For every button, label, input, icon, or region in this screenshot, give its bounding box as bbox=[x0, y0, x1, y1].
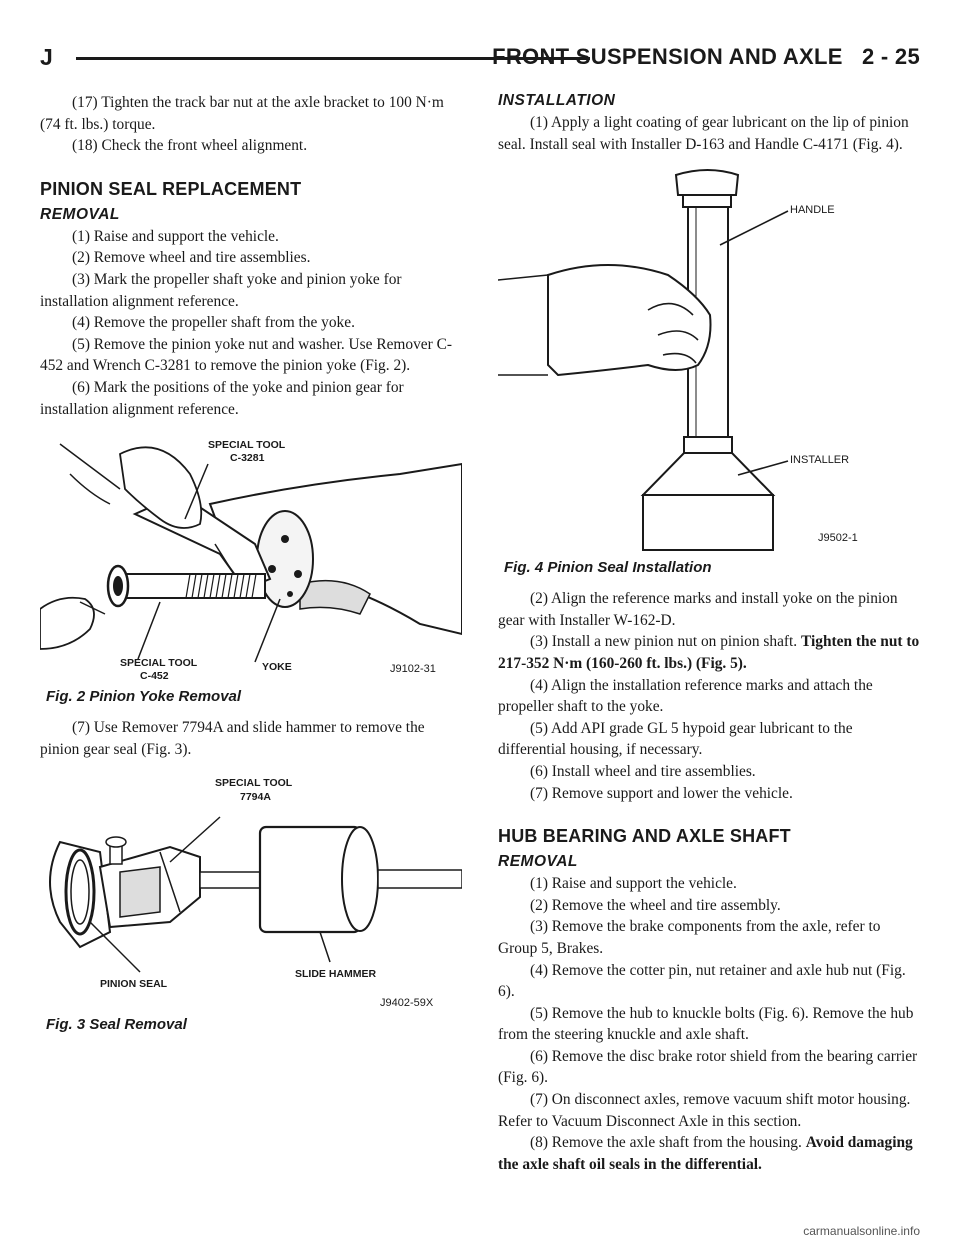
install-step: (5) Add API grade GL 5 hypoid gear lubricant to the differential housing, if necessary. bbox=[498, 719, 853, 759]
hub-step: (6) Remove the disc brake rotor shield from the bearing carrier (Fig. 6). bbox=[498, 1047, 918, 1087]
watermark: carmanualsonline.info bbox=[803, 1224, 920, 1238]
section-heading-pinion: PINION SEAL REPLACEMENT bbox=[40, 178, 302, 199]
torque-warning: Tighten the nut to 217-352 N·m (160-260 ft. lbs.) (Fig. 5). bbox=[498, 633, 920, 672]
header-title: FRONT SUSPENSION AND AXLE 2 - 25 bbox=[492, 44, 920, 69]
pinion-seal-installation-illustration bbox=[498, 165, 920, 555]
hub-step: (3) Remove the brake components from the axle, refer to Group 5, Brakes. bbox=[498, 918, 881, 957]
hub-step: (7) On disconnect axles, remove vacuum shift motor housing. Refer to Vacuum Disconnect Axle in this section. bbox=[498, 1091, 911, 1130]
intro-step-17: (17) Tighten the track bar nut at the axle bracket to 100 N·m (74 ft. lbs.) torque. bbox=[40, 94, 444, 133]
removal-step: (4) Remove the propeller shaft from the yoke. bbox=[72, 314, 355, 332]
install-step-3: (3) Install a new pinion nut on pinion shaft. Tighten the nut to 217-352 N·m (160-260 ft. lbs.) (Fig. 5). bbox=[498, 633, 920, 672]
figure-2 bbox=[40, 434, 462, 705]
removal-step-7: (7) Use Remover 7794A and slide hammer to remove the pinion gear seal (Fig. 3). bbox=[40, 719, 425, 758]
page-number: 2 - 25 bbox=[861, 44, 920, 69]
header-letter: J bbox=[40, 44, 53, 70]
hub-removal-heading: REMOVAL bbox=[498, 853, 578, 871]
hub-step: (1) Raise and support the vehicle. bbox=[530, 875, 737, 893]
install-step-1: (1) Apply a light coating of gear lubricant on the lip of pinion seal. Install seal with Installer D-163 and Handle C-4171 (Fig. 4). bbox=[498, 114, 909, 153]
fig2-code: J9102-31 bbox=[390, 663, 436, 676]
install-step: (7) Remove support and lower the vehicle. bbox=[530, 784, 793, 802]
fig3-label-hammer: SLIDE HAMMER bbox=[295, 968, 377, 981]
install-step: (4) Align the installation reference marks and attach the propeller shaft to the yoke. bbox=[498, 676, 873, 716]
hub-step-8: (8) Remove the axle shaft from the housing. Avoid damaging the axle shaft oil seals in the differential. bbox=[498, 1134, 913, 1173]
fig3-label-seal: PINION SEAL bbox=[100, 978, 168, 991]
figure-3 bbox=[40, 772, 462, 1033]
hub-step: (5) Remove the hub to knuckle bolts (Fig. 6). Remove the hub from the steering knuckle and axle shaft. bbox=[498, 1004, 914, 1044]
oil-seal-warning: Avoid damaging the axle shaft oil seals in the differential. bbox=[498, 1134, 913, 1173]
fig4-label-installer: INSTALLER bbox=[790, 454, 850, 467]
fig3-label-tool-num: 7794A bbox=[240, 791, 271, 804]
right-column bbox=[498, 92, 920, 1175]
fig4-caption: Fig. 4 Pinion Seal Installation bbox=[504, 559, 712, 577]
fig2-label-yoke: YOKE bbox=[262, 661, 292, 674]
page-header bbox=[40, 44, 920, 74]
pinion-yoke-removal-illustration bbox=[40, 434, 462, 684]
section-heading-hub: HUB BEARING AND AXLE SHAFT bbox=[498, 826, 791, 847]
fig3-caption: Fig. 3 Seal Removal bbox=[46, 1016, 187, 1034]
fig2-label-tool1-num: C-3281 bbox=[230, 452, 265, 465]
seal-removal-illustration bbox=[40, 772, 462, 1012]
install-step-2: (2) Align the reference marks and install yoke on the pinion gear with Installer W-162-D. bbox=[498, 590, 898, 629]
intro-step-18: (18) Check the front wheel alignment. bbox=[72, 137, 308, 155]
fig2-label-tool1: SPECIAL TOOL bbox=[208, 439, 286, 452]
install-step: (6) Install wheel and tire assemblies. bbox=[530, 762, 756, 780]
hub-step: (4) Remove the cotter pin, nut retainer and axle hub nut (Fig. 6). bbox=[498, 961, 906, 1001]
removal-step: (1) Raise and support the vehicle. bbox=[72, 227, 279, 245]
removal-step: (2) Remove wheel and tire assemblies. bbox=[72, 249, 311, 267]
installation-heading: INSTALLATION bbox=[498, 92, 616, 109]
fig2-caption: Fig. 2 Pinion Yoke Removal bbox=[46, 688, 242, 706]
fig4-code: J9502-1 bbox=[818, 532, 858, 545]
removal-step: (6) Mark the positions of the yoke and pinion gear for installation alignment reference. bbox=[40, 378, 404, 418]
fig2-label-tool2-num: C-452 bbox=[140, 670, 169, 683]
removal-step: (3) Mark the propeller shaft yoke and pinion yoke for installation alignment reference. bbox=[40, 270, 402, 310]
fig2-label-tool2: SPECIAL TOOL bbox=[120, 657, 198, 670]
removal-heading: REMOVAL bbox=[40, 205, 120, 223]
figure-4 bbox=[498, 165, 920, 576]
hub-step: (2) Remove the wheel and tire assembly. bbox=[530, 896, 781, 914]
fig3-label-tool: SPECIAL TOOL bbox=[215, 777, 293, 790]
fig4-label-handle: HANDLE bbox=[790, 204, 835, 217]
fig3-code: J9402-59X bbox=[380, 997, 434, 1010]
removal-step: (5) Remove the pinion yoke nut and washer. Use Remover C-452 and Wrench C-3281 to remove the pinion yoke (Fig. 2). bbox=[40, 335, 452, 375]
left-column bbox=[40, 92, 462, 1033]
